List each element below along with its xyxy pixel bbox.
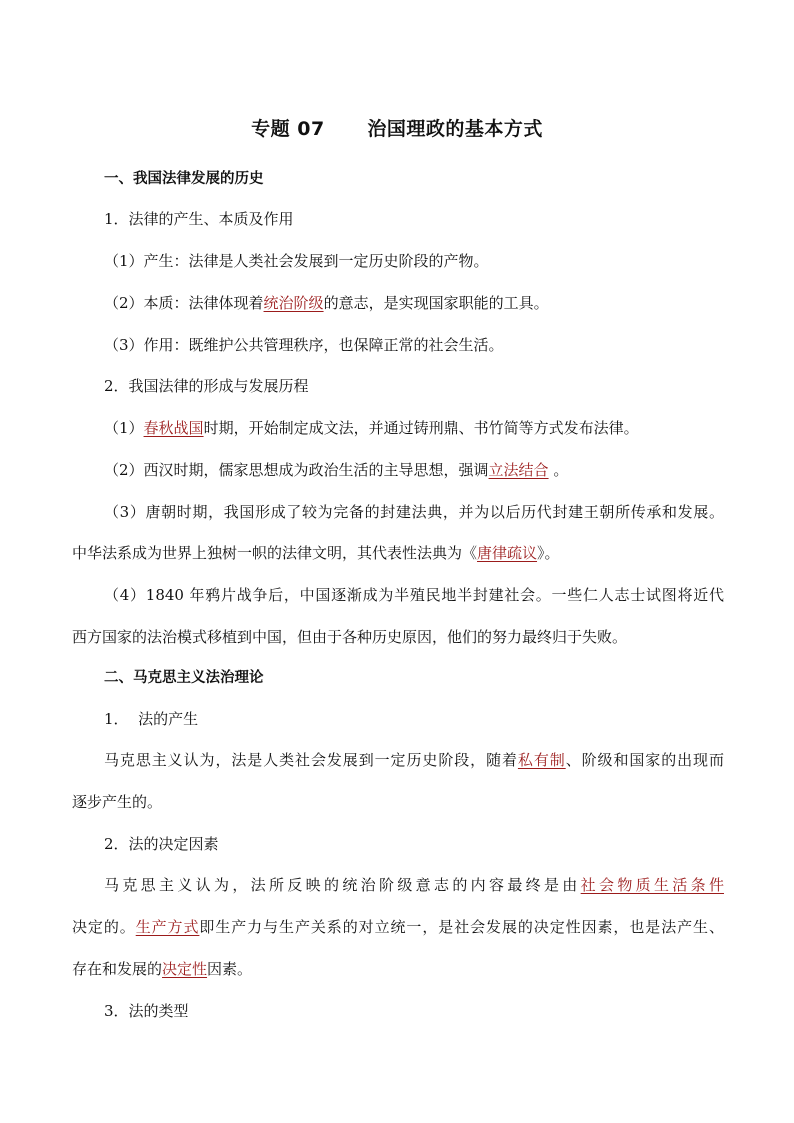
section-heading-2: 二、马克思主义法治理论 [104, 670, 264, 686]
keyword-underlined: 社会物质生活条件 [580, 876, 724, 894]
text-segment: （2）本质：法律体现着 [104, 294, 264, 312]
paragraph-1-1-2 [104, 293, 549, 313]
text-segment: 马克思主义认为，法是人类社会发展到一定历史阶段，随着 [104, 751, 518, 769]
text-segment: 因素。 [207, 960, 253, 978]
paragraph-1-2-4-line1: （4）1840 年鸦片战争后，中国逐渐成为半殖民地半封建社会。一些仁人志士试图将近代 [104, 586, 724, 604]
text-segment: 中华法系成为世界上独树一帜的法律文明，其代表性法典为《 [72, 544, 478, 562]
paragraph-1-2-2 [104, 460, 568, 480]
paragraph-1-2-3-line2 [72, 543, 560, 563]
paragraph-2-2-line1 [104, 875, 724, 895]
keyword-underlined: 私有制 [517, 751, 566, 769]
subheading-1-1: 1．法律的产生、本质及作用 [104, 210, 294, 228]
text-segment: 》。 [537, 544, 560, 562]
section-heading-1: 一、我国法律发展的历史 [104, 171, 264, 187]
text-segment: 、阶级和国家的出现而 [565, 751, 724, 769]
paragraph-1-1-1: （1）产生：法律是人类社会发展到一定历史阶段的产物。 [104, 252, 489, 270]
paragraph-1-2-4-line2: 西方国家的法治模式移植到中国，但由于各种历史原因，他们的努力最终归于失败。 [72, 628, 628, 646]
text-segment: 时期，开始制定成文法，并通过铸刑鼎、书竹简等方式发布法律。 [203, 419, 639, 437]
keyword-underlined: 立法结合 [488, 461, 549, 479]
text-segment: （2）西汉时期，儒家思想成为政治生活的主导思想，强调 [104, 461, 489, 479]
paragraph-1-2-1 [104, 418, 639, 438]
paragraph-2-1-line1 [104, 750, 724, 770]
paragraph-2-2-line3 [72, 959, 252, 979]
text-segment: 决定的。 [72, 918, 136, 936]
page-title: 专题 07 治国理政的基本方式 [251, 118, 543, 140]
keyword-underlined: 唐律疏议 [477, 544, 538, 562]
paragraph-2-2-line2 [72, 917, 724, 937]
subheading-2-3: 3．法的类型 [104, 1002, 189, 1020]
subheading-2-2: 2．法的决定因素 [104, 835, 219, 853]
keyword-underlined: 统治阶级 [263, 294, 324, 312]
text-segment: 即生产力与生产关系的对立统一，是社会发展的决定性因素，也是法产生、 [199, 918, 724, 936]
keyword-underlined: 春秋战国 [143, 419, 204, 437]
text-segment: （1） [104, 419, 144, 437]
text-segment: 存在和发展的 [72, 960, 163, 978]
keyword-underlined: 生产方式 [135, 918, 200, 936]
paragraph-1-2-3-line1: （3）唐朝时期，我国形成了较为完备的封建法典，并为以后历代封建王朝所传承和发展。 [104, 503, 724, 521]
keyword-underlined: 决定性 [162, 960, 208, 978]
paragraph-2-1-line2: 逐步产生的。 [72, 793, 163, 811]
subheading-2-1: 1． 法的产生 [104, 710, 199, 728]
paragraph-1-1-3: （3）作用：既维护公共管理秩序，也保障正常的社会生活。 [104, 336, 504, 354]
text-segment: 的意志，是实现国家职能的工具。 [323, 294, 549, 312]
subheading-1-2: 2．我国法律的形成与发展历程 [104, 377, 309, 395]
text-segment: 马克思主义认为，法所反映的统治阶级意志的内容最终是由 [104, 876, 581, 894]
text-segment: 。 [548, 461, 569, 479]
